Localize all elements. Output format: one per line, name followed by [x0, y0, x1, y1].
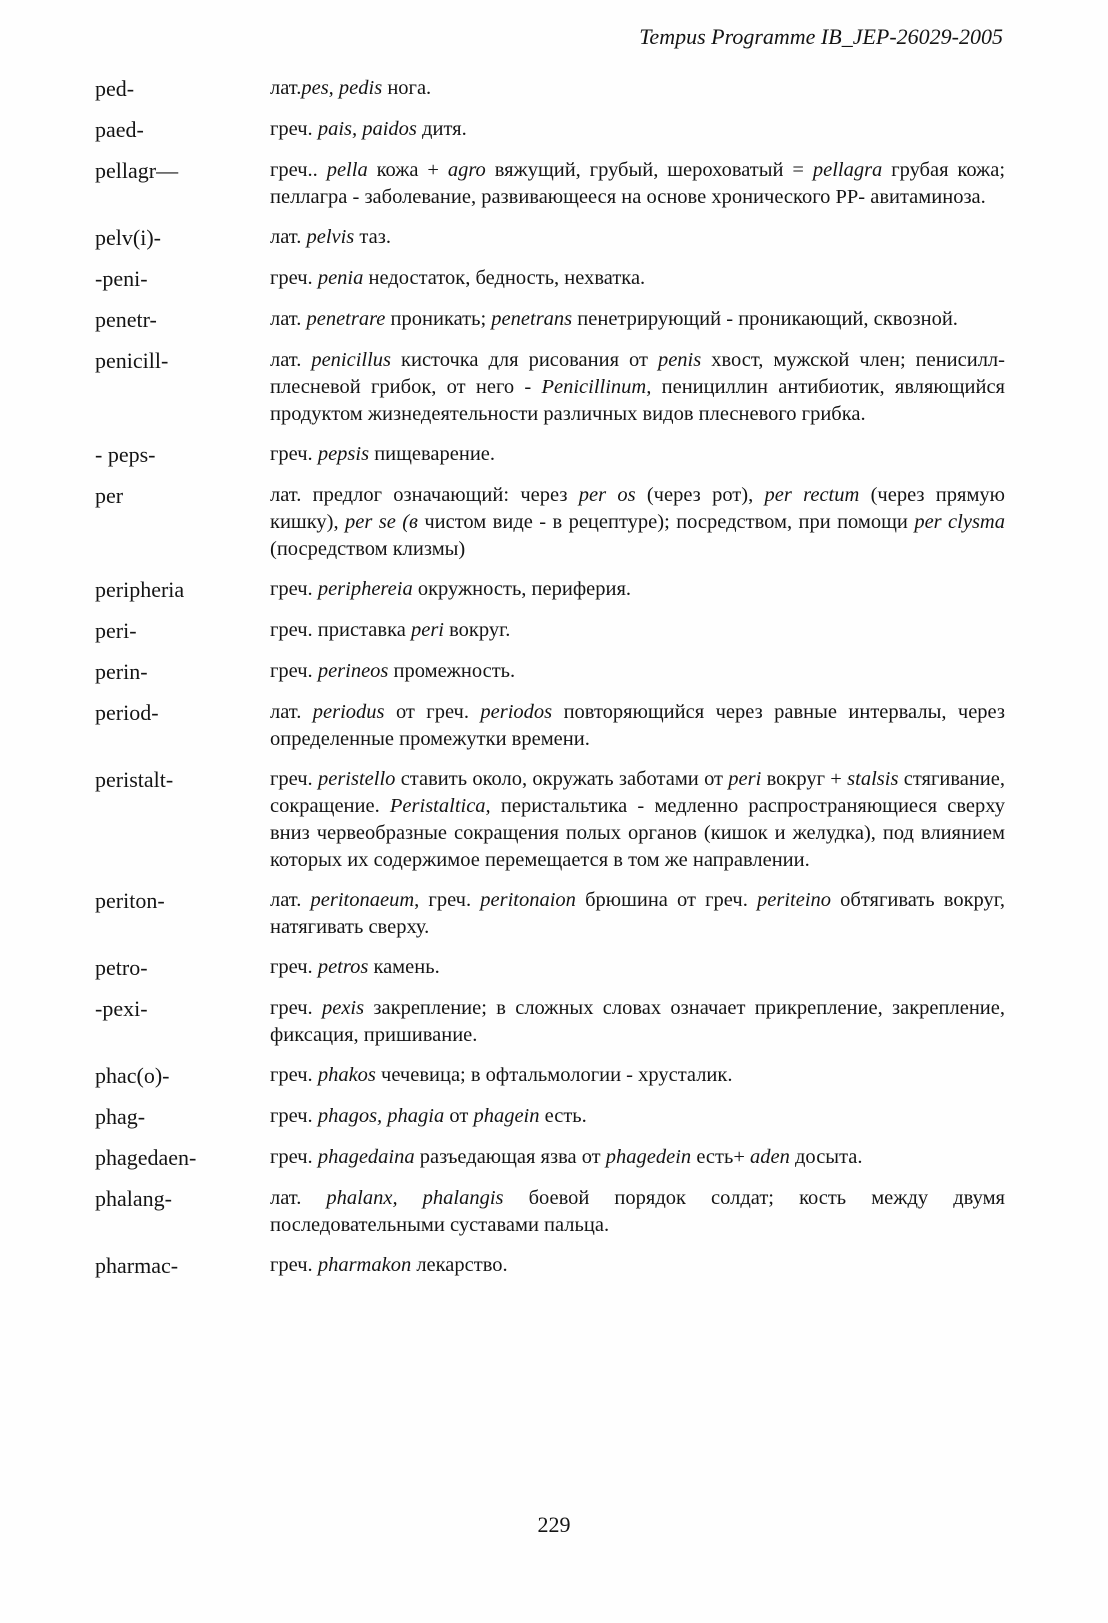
- glossary-entry: [95, 482, 1005, 563]
- definition-text: греч.: [270, 1254, 318, 1276]
- definition-text: лат.: [270, 77, 302, 99]
- entry-definition: [270, 699, 1005, 753]
- entry-term: peri-: [95, 618, 137, 643]
- entry-definition: [270, 766, 1005, 874]
- definition-text: перистальтика - медленно распространяющиеся сверху вниз червеобразные сокращения полых органов (кишок и желудка), под влиянием которых их содержимое перемещается в том же направлении.: [270, 795, 1005, 871]
- definition-text: греч.: [270, 1105, 318, 1127]
- glossary-entry: [95, 766, 1005, 874]
- definition-text: промежность.: [388, 660, 516, 682]
- definition-term-italic: peri: [728, 768, 762, 790]
- entry-term: -pexi-: [95, 996, 148, 1021]
- entry-definition: [270, 482, 1005, 563]
- entry-term: perin-: [95, 659, 148, 684]
- definition-text: проникать;: [385, 308, 492, 330]
- definition-text: недостаток, бедность, нехватка.: [363, 267, 646, 289]
- definition-term-italic: penetrare: [306, 308, 386, 330]
- definition-text: греч.: [270, 1146, 318, 1168]
- definition-term-italic: periodus: [312, 701, 385, 723]
- entry-definition: [270, 1062, 1005, 1090]
- entry-definition: [270, 995, 1005, 1049]
- entry-term: phalang-: [95, 1186, 172, 1211]
- definition-text: вокруг.: [444, 619, 511, 641]
- glossary-entry: [95, 699, 1005, 753]
- entry-term: penicill-: [95, 348, 169, 373]
- entry-definition: [270, 617, 1005, 645]
- definition-text: разъедающая язва от: [414, 1146, 606, 1168]
- definition-text: закрепление; в сложных словах означает прикрепление, закрепление, фиксация, пришивание.: [270, 997, 1005, 1046]
- entry-definition: [270, 116, 1005, 144]
- entry-term: pelv(i)-: [95, 225, 161, 250]
- glossary-entry: [95, 224, 1005, 252]
- entry-definition: [270, 224, 1005, 252]
- entry-definition: [270, 954, 1005, 982]
- entry-definition: [270, 265, 1005, 293]
- definition-text: обтягивать вокруг, натягивать сверху.: [270, 889, 1005, 938]
- definition-term-italic: pelvis: [306, 226, 355, 248]
- entry-definition: [270, 576, 1005, 604]
- definition-term-italic: per os: [578, 484, 636, 506]
- definition-term-italic: penetrans: [491, 308, 573, 330]
- definition-text: чистом виде - в рецептуре); посредством, при помощи: [417, 511, 915, 533]
- definition-text: лат.: [270, 349, 312, 371]
- page-number: 229: [537, 1512, 571, 1537]
- entry-definition: [270, 157, 1005, 211]
- entry-term: pellagr—: [95, 158, 179, 183]
- glossary-entry: [95, 1185, 1005, 1239]
- definition-term-italic: agro: [447, 159, 486, 181]
- entry-definition: [270, 347, 1005, 428]
- entry-term: phag-: [95, 1104, 146, 1129]
- definition-term-italic: penicillus: [311, 349, 392, 371]
- definition-term-italic: phagos, phagia: [317, 1105, 445, 1127]
- entry-term: penetr-: [95, 307, 157, 332]
- definition-text: камень.: [368, 956, 440, 978]
- definition-text: греч.: [270, 578, 318, 600]
- entry-term: periton-: [95, 888, 165, 913]
- definition-term-italic: penia: [317, 267, 364, 289]
- entry-term: phac(o)-: [95, 1063, 170, 1088]
- entry-term: pharmac-: [95, 1253, 179, 1278]
- definition-text: лат.: [270, 701, 313, 723]
- definition-term-italic: phalanx, phalangis: [326, 1187, 504, 1209]
- definition-term-italic: periodos: [480, 701, 553, 723]
- definition-text: чечевица; в офтальмологии - хрусталик.: [375, 1064, 733, 1086]
- definition-text: грубая кожа; пеллагра - заболевание, развивающееся на основе хронического РР- авитаминоза.: [270, 159, 1006, 208]
- definition-term-italic: peristello: [317, 768, 396, 790]
- definition-term-italic: phagedein: [605, 1146, 692, 1168]
- running-header: Tempus Programme IB_JEP-26029-2005: [639, 24, 1003, 49]
- definition-term-italic: periphereia: [317, 578, 413, 600]
- entry-term: paed-: [95, 117, 144, 142]
- definition-text: повторяющийся через равные интервалы, через определенные промежутки времени.: [270, 701, 1005, 750]
- definition-term-italic: pella: [326, 159, 368, 181]
- definition-term-italic: Peristaltica,: [389, 795, 491, 817]
- definition-text: лат.: [270, 308, 307, 330]
- definition-text: греч.: [270, 956, 318, 978]
- definition-term-italic: per rectum: [764, 484, 860, 506]
- definition-term-italic: per se (в: [345, 511, 418, 533]
- definition-text: (через рот),: [635, 484, 765, 506]
- glossary-entry: [95, 1144, 1005, 1172]
- definition-text: греч.: [270, 997, 322, 1019]
- definition-text: лекарство.: [411, 1254, 508, 1276]
- definition-text: есть+: [691, 1146, 751, 1168]
- entry-definition: [270, 1144, 1005, 1172]
- glossary-entry: [95, 658, 1005, 686]
- definition-text: (посредством клизмы): [270, 538, 466, 560]
- definition-text: кисточка для рисования от: [391, 349, 658, 371]
- definition-text: лат.: [270, 1187, 327, 1209]
- definition-term-italic: petros: [317, 956, 369, 978]
- definition-term-italic: aden: [750, 1146, 790, 1168]
- glossary-entry: [95, 617, 1005, 645]
- glossary-entry: [95, 306, 1005, 334]
- definition-text: пенетрирующий - проникающий, сквозной.: [572, 308, 958, 330]
- glossary-entry: [95, 576, 1005, 604]
- definition-text: греч.: [270, 660, 318, 682]
- definition-text: нога.: [382, 77, 432, 99]
- glossary-entry: [95, 347, 1005, 428]
- glossary-entry: [95, 1252, 1005, 1280]
- entry-definition: [270, 1185, 1005, 1239]
- glossary-entry: [95, 1103, 1005, 1131]
- entry-term: ped-: [95, 76, 135, 101]
- glossary-entry: [95, 995, 1005, 1049]
- definition-text: греч.: [270, 118, 318, 140]
- definition-text: пищеварение.: [369, 443, 496, 465]
- definition-text: , греч.: [414, 889, 481, 911]
- definition-text: пенициллин антибиотик, являющийся продуктом жизнедеятельности различных видов плесневого грибка.: [270, 376, 1005, 425]
- definition-term-italic: phagedaina: [317, 1146, 415, 1168]
- definition-text: от греч.: [384, 701, 481, 723]
- entry-term: period-: [95, 700, 159, 725]
- definition-text: от: [444, 1105, 474, 1127]
- definition-term-italic: phagein: [473, 1105, 540, 1127]
- definition-text: греч.: [270, 443, 318, 465]
- entry-definition: [270, 1252, 1005, 1280]
- definition-term-italic: peritonaion: [480, 889, 576, 911]
- definition-text: таз.: [354, 226, 391, 248]
- definition-text: досыта.: [789, 1146, 863, 1168]
- definition-term-italic: periteino: [757, 889, 832, 911]
- entry-term: per: [95, 483, 124, 508]
- definition-text: кожа +: [367, 159, 448, 181]
- definition-term-italic: perineos: [317, 660, 389, 682]
- entry-definition: [270, 75, 1005, 103]
- definition-term-italic: pexis: [321, 997, 365, 1019]
- definition-term-italic: pharmakon: [317, 1254, 412, 1276]
- entry-term: phagedaen-: [95, 1145, 197, 1170]
- entry-term: - peps-: [95, 442, 156, 467]
- definition-term-italic: stalsis: [847, 768, 899, 790]
- glossary-list: [95, 75, 1005, 1293]
- definition-term-italic: peritonaeum: [310, 889, 415, 911]
- glossary-entry: [95, 954, 1005, 982]
- definition-text: брюшина от греч.: [575, 889, 757, 911]
- definition-term-italic: phakos: [317, 1064, 376, 1086]
- entry-definition: [270, 441, 1005, 469]
- glossary-entry: [95, 75, 1005, 103]
- definition-text: хвост, мужской член; пенисилл- плесневой грибок, от него -: [270, 349, 1005, 398]
- definition-term-italic: per clysma: [914, 511, 1005, 533]
- definition-text: греч..: [270, 159, 327, 181]
- definition-text: окружность, периферия.: [412, 578, 631, 600]
- definition-term-italic: peri: [410, 619, 444, 641]
- glossary-entry: [95, 1062, 1005, 1090]
- definition-text: стягивание, сокращение.: [270, 768, 1005, 817]
- definition-term-italic: pais, paidos: [317, 118, 417, 140]
- entry-definition: [270, 658, 1005, 686]
- glossary-entry: [95, 265, 1005, 293]
- glossary-entry: [95, 887, 1005, 941]
- glossary-entry: [95, 157, 1005, 211]
- definition-term-italic: pellagra: [812, 159, 883, 181]
- entry-definition: [270, 1103, 1005, 1131]
- definition-term-italic: pepsis: [317, 443, 370, 465]
- entry-term: peripheria: [95, 577, 185, 602]
- definition-text: ставить около, окружать заботами от: [395, 768, 729, 790]
- entry-definition: [270, 306, 1005, 334]
- entry-term: peristalt-: [95, 767, 174, 792]
- entry-term: petro-: [95, 955, 148, 980]
- definition-text: греч.: [270, 768, 318, 790]
- definition-text: лат.: [270, 889, 311, 911]
- definition-text: боевой порядок солдат; кость между двумя последовательными суставами пальца.: [270, 1187, 1005, 1236]
- glossary-entry: [95, 441, 1005, 469]
- definition-term-italic: Penicillinum,: [541, 376, 652, 398]
- entry-term: -peni-: [95, 266, 148, 291]
- definition-term-italic: penis: [657, 349, 702, 371]
- definition-text: греч.: [270, 267, 318, 289]
- definition-term-italic: pes, pedis: [301, 77, 383, 99]
- definition-text: греч. приставка: [270, 619, 411, 641]
- definition-text: вокруг +: [761, 768, 848, 790]
- definition-text: лат.: [270, 226, 307, 248]
- definition-text: (через прямую кишку),: [270, 484, 1005, 533]
- definition-text: греч.: [270, 1064, 318, 1086]
- definition-text: вяжущий, грубый, шероховатый =: [485, 159, 813, 181]
- definition-text: есть.: [539, 1105, 587, 1127]
- definition-text: лат. предлог означающий: через: [270, 484, 579, 506]
- definition-text: дитя.: [416, 118, 467, 140]
- glossary-entry: [95, 116, 1005, 144]
- entry-definition: [270, 887, 1005, 941]
